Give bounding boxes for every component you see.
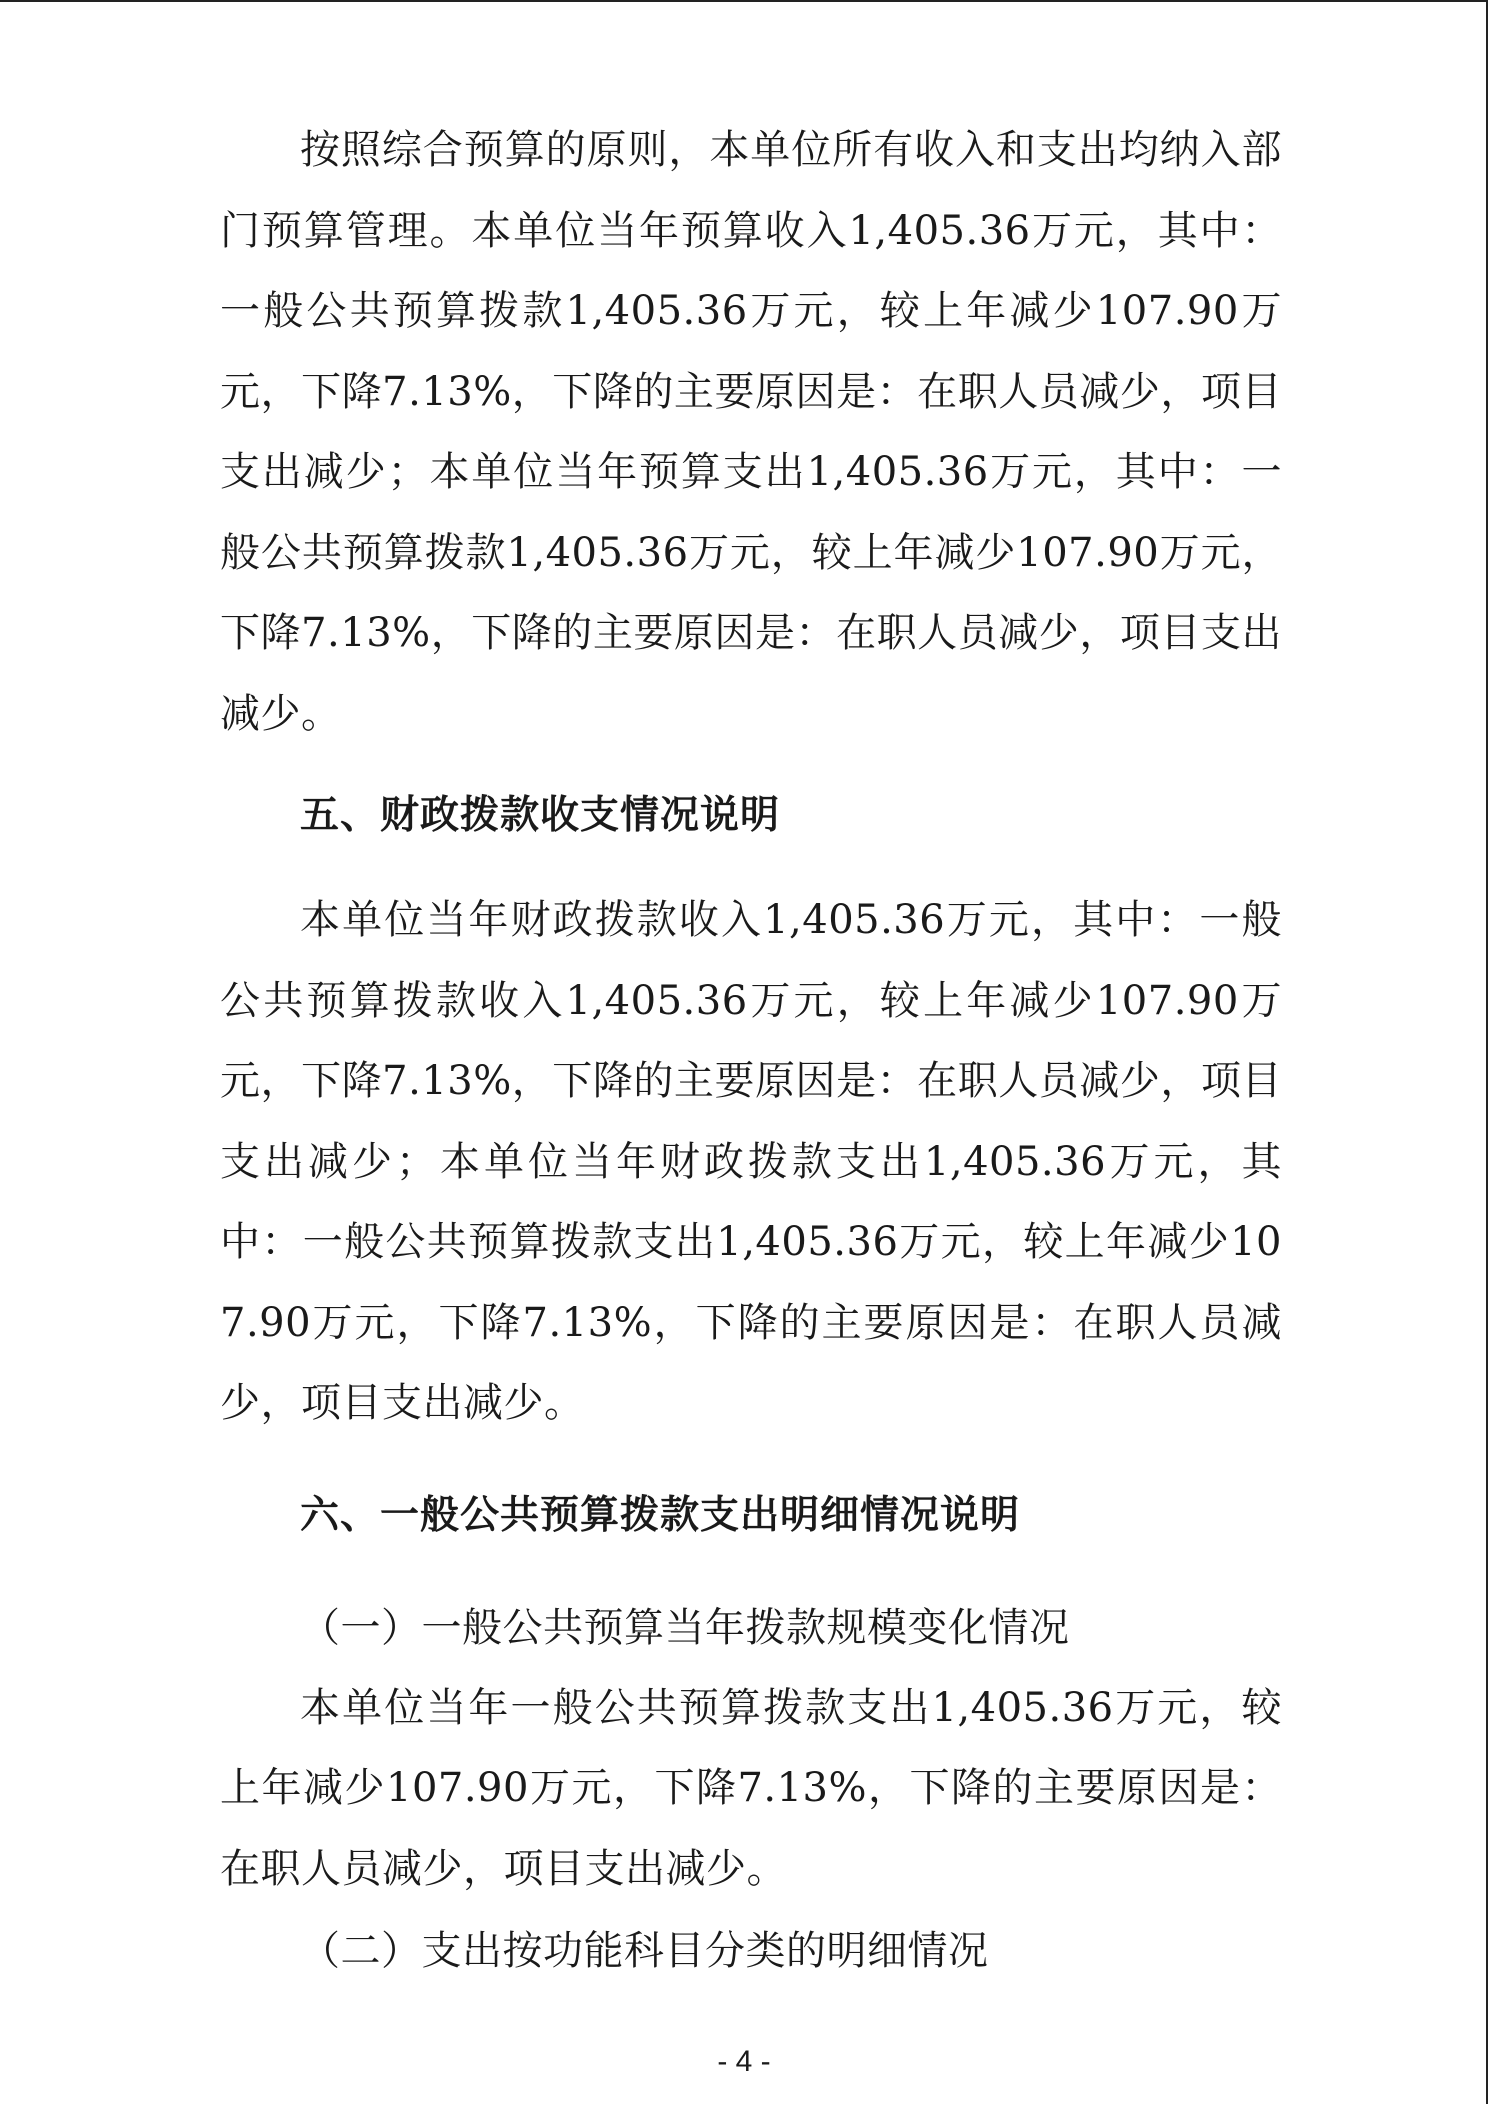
section-heading-general-budget-detail: 六、一般公共预算拨款支出明细情况说明 (300, 1492, 1021, 1538)
section-heading-fiscal-appropriation: 五、财政拨款收支情况说明 (300, 793, 781, 838)
subheading-functional-classification: （二）支出按功能科目分类的明细情况 (300, 1928, 989, 1974)
subheading-scale-change: （一）一般公共预算当年拨款规模变化情况 (300, 1604, 1070, 1651)
budget-overview-paragraph: 按照综合预算的原则，本单位所有收入和支出均纳入部门预算管理。本单位当年预算收入1,405.36万元，其中：一般公共预算拨款1,405.36万元，较上年减少107.90万元，下降7.13%，下降的主要原因是：在职人员减少，项目支出减少；本单位当年预算支出1,405.36万元，其中：一般公共预算拨款1,405.36万元，较上年减少107.90万元，下降7.13%，下降的主要原因是：在职人员减少，项目支出减少。 (220, 127, 1282, 737)
fiscal-appropriation-paragraph: 本单位当年财政拨款收入1,405.36万元，其中：一般公共预算拨款收入1,405.36万元，较上年减少107.90万元，下降7.13%，下降的主要原因是：在职人员减少，项目支出减少；本单位当年财政拨款支出1,405.36万元，其中：一般公共预算拨款支出1,405.36万元，较上年减少107.90万元，下降7.13%，下降的主要原因是：在职人员减少，项目支出减少。 (220, 897, 1282, 1426)
scale-change-paragraph: 本单位当年一般公共预算拨款支出1,405.36万元，较上年减少107.90万元，下降7.13%，下降的主要原因是：在职人员减少，项目支出减少。 (220, 1684, 1282, 1892)
page-number: - 4 - (717, 2045, 771, 2078)
document-body (220, 110, 1282, 1991)
